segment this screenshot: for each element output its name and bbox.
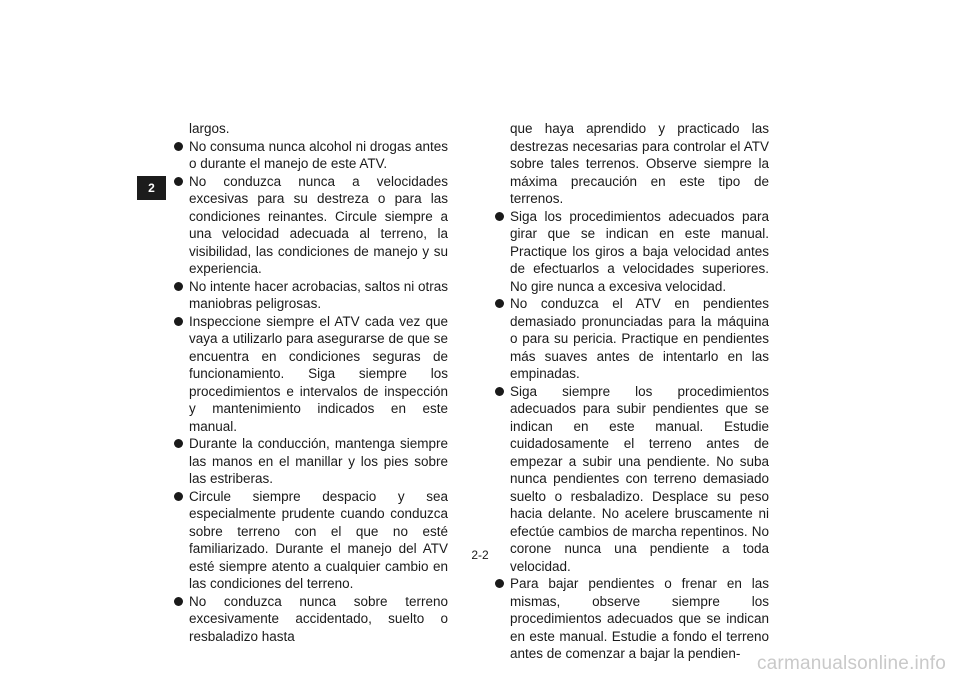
bullet-item (494, 575, 769, 663)
left-column (173, 120, 448, 645)
item-text: No consuma nunca alcohol ni drogas antes o durante el manejo de este ATV. (189, 138, 448, 171)
bullet-icon (174, 177, 183, 186)
bullet-icon (495, 387, 504, 396)
bullet-icon (174, 142, 183, 151)
bullet-item (494, 208, 769, 296)
item-text: Circule siempre despacio y sea especialmente prudente cuando conduzca sobre terreno con el que no esté familiarizado. Durante el manejo del ATV esté siempre atento a cualquier cambio en las condiciones del terreno. (189, 488, 448, 591)
bullet-item (173, 593, 448, 646)
item-text: Inspeccione siempre el ATV cada vez que vaya a utilizarlo para asegurarse de que se encuentra en condiciones seguras de funcionamiento. Siga siempre los procedimientos e intervalos de inspección y mantenimiento indicados en este manual. (189, 313, 448, 434)
item-text: No conduzca nunca sobre terreno excesivamente accidentado, suelto o resbaladizo hasta (189, 593, 448, 644)
bullet-item (494, 295, 769, 383)
chapter-tab: 2 (137, 176, 166, 200)
page-number: 2-2 (471, 548, 489, 562)
bullet-item (173, 278, 448, 313)
item-text: largos. (189, 121, 230, 136)
bullet-item (173, 173, 448, 278)
bullet-icon (174, 439, 183, 448)
bullet-icon (174, 597, 183, 606)
item-text: que haya aprendido y practicado las destrezas necesarias para controlar el ATV sobre tales terrenos. Observe siempre la máxima precaución en este tipo de terrenos. (510, 121, 769, 206)
bullet-icon (495, 212, 504, 221)
bullet-icon (495, 299, 504, 308)
item-text: Siga siempre los procedimientos adecuados para subir pendientes que se indican en este manual. Estudie cuidadosamente el terreno antes de empezar a subir una pendiente. No suba nunca pendientes con terreno demasiado suelto o resbaladizo. Desplace su peso hacia delante. No acelere bruscamente ni efectúe cambios de marcha repentinos. No corone nunca una pendiente a toda velocidad. (510, 383, 769, 574)
bullet-icon (174, 282, 183, 291)
item-text: No intente hacer acrobacias, saltos ni otras maniobras peligrosas. (189, 278, 448, 311)
item-text: Para bajar pendientes o frenar en las mismas, observe siempre los procedimientos adecuados que se indican en este manual. Estudie a fondo el terreno antes de comenzar a bajar la pendien- (510, 576, 769, 661)
bullet-icon (495, 579, 504, 588)
bullet-item (494, 383, 769, 576)
bullet-icon (174, 492, 183, 501)
watermark[interactable]: carmanualsonline.info (756, 653, 946, 674)
bullet-item (173, 488, 448, 593)
bullet-item (173, 313, 448, 436)
item-text: No conduzca el ATV en pendientes demasiado pronunciadas para la máquina o para su pericia. Practique en pendientes más suaves antes de intentarlo en las empinadas. (510, 296, 769, 381)
continued-text (173, 120, 448, 138)
continued-text (494, 120, 769, 208)
bullet-item (173, 435, 448, 488)
bullet-icon (174, 317, 183, 326)
bullet-item (173, 138, 448, 173)
item-text: Durante la conducción, mantenga siempre las manos en el manillar y los pies sobre las estriberas. (189, 436, 448, 486)
right-column (494, 120, 769, 663)
item-text: No conduzca nunca a velocidades excesivas para su destreza o para las condiciones reinantes. Circule siempre a una velocidad adecuada al terreno, la visibilidad, las condiciones de manejo y su experiencia. (189, 173, 448, 276)
item-text: Siga los procedimientos adecuados para girar que se indican en este manual. Practique los giros a baja velocidad antes de efectuarlos a velocidades superiores. No gire nunca a excesiva velocidad. (510, 208, 769, 294)
